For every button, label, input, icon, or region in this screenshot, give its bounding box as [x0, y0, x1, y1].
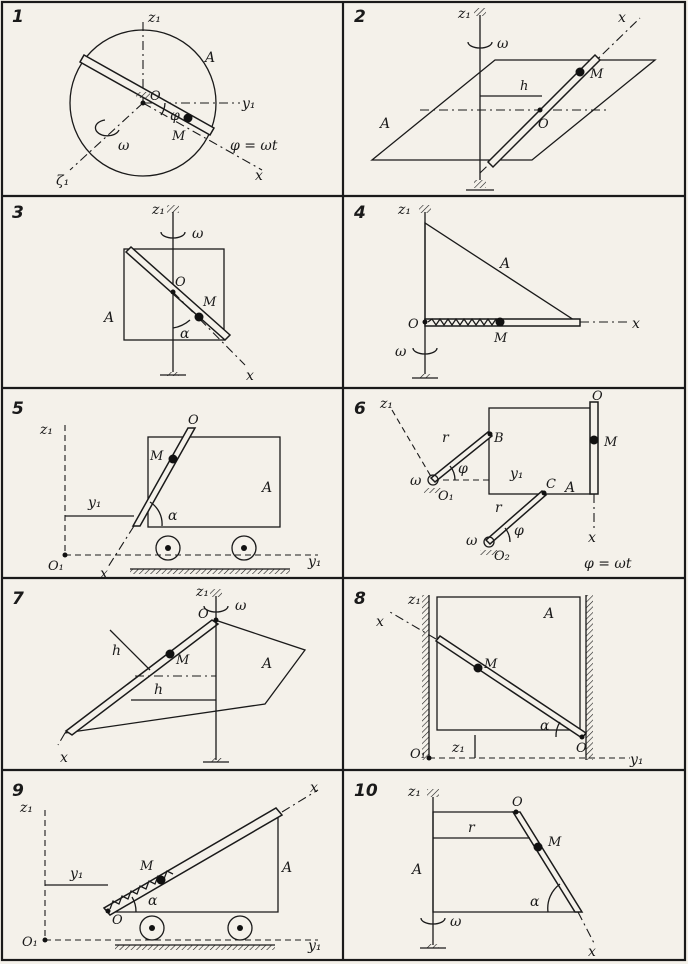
panel-8: [354, 589, 644, 768]
equation: φ = ωt: [584, 556, 632, 572]
label-y1: y₁: [510, 466, 524, 482]
label-A: A: [412, 862, 423, 878]
label-zeta1: ζ₁: [56, 173, 70, 189]
label-alpha: α: [148, 893, 158, 909]
label-omega: ω: [497, 36, 509, 52]
label-omega: ω: [235, 598, 247, 614]
label-alpha: α: [540, 718, 550, 734]
panel-10: [354, 781, 596, 960]
label-O1: O₁: [438, 489, 454, 504]
panel-number: 6: [354, 399, 366, 419]
label-phi1: φ: [458, 461, 468, 477]
label-alpha: α: [180, 326, 190, 342]
label-z1: z₁: [458, 6, 471, 22]
label-y1: y₁: [308, 554, 322, 570]
label-O: O: [150, 89, 161, 104]
label-x: x: [100, 566, 108, 582]
label-phi: φ: [170, 108, 180, 124]
label-M: M: [176, 653, 190, 668]
panel-7: [12, 584, 305, 766]
label-A: A: [380, 116, 391, 132]
tube: [436, 636, 586, 738]
top-bearing: [210, 589, 222, 597]
panel-9: [12, 780, 322, 954]
panel-grid: [2, 2, 685, 960]
label-M: M: [150, 449, 164, 464]
label-alpha: α: [168, 508, 178, 524]
point-B: [488, 432, 493, 437]
label-phi2: φ: [514, 523, 524, 539]
label-x: x: [588, 944, 596, 960]
label-O1: O₁: [410, 747, 426, 762]
label-x: x: [376, 614, 384, 630]
label-z1: z₁: [380, 396, 393, 412]
label-O: O: [512, 795, 523, 810]
point-M: [534, 843, 543, 852]
label-x: x: [246, 368, 254, 384]
panel-number: 5: [12, 399, 24, 419]
label-y1-dim: y₁: [70, 866, 84, 882]
panel-1: [12, 7, 278, 189]
point-O: [214, 618, 219, 623]
panel-number: 9: [12, 781, 24, 801]
label-O: O: [175, 275, 186, 290]
label-C: C: [546, 477, 556, 492]
point-O: [538, 108, 543, 113]
label-O: O: [408, 317, 419, 332]
panel-5: [12, 399, 322, 582]
plate-A: [65, 620, 305, 733]
label-y1-dim: y₁: [88, 495, 102, 511]
label-h: h: [520, 79, 529, 94]
panel-number: 7: [12, 589, 24, 609]
panel-number: 2: [354, 7, 366, 27]
label-z1: z₁: [398, 202, 411, 218]
plate-A: [489, 408, 592, 494]
label-O1: O₁: [22, 935, 38, 950]
label-O: O: [538, 117, 549, 132]
panel-2: [354, 6, 655, 190]
label-A: A: [544, 606, 555, 622]
point-O: [514, 810, 519, 815]
tube: [133, 428, 195, 526]
x-axis: [578, 912, 595, 945]
top-bearing: [167, 205, 179, 213]
label-r: r: [468, 820, 475, 836]
point-O: [580, 735, 585, 740]
label-omega: ω: [192, 226, 204, 242]
panel-3: [12, 202, 254, 384]
label-M: M: [494, 331, 508, 346]
rotation-arrow: [95, 120, 119, 136]
plate-A: [437, 597, 580, 730]
label-omega: ω: [118, 138, 130, 154]
label-y1: y₁: [242, 96, 256, 112]
bottom-bearing: [474, 180, 486, 188]
panel-4: [353, 202, 640, 378]
label-A: A: [205, 50, 216, 66]
label-z1-dim: z₁: [452, 740, 465, 756]
label-M: M: [604, 435, 618, 450]
point-M: [195, 313, 204, 322]
point-M: [496, 318, 505, 327]
label-alpha: α: [530, 894, 540, 910]
label-omega2: ω: [466, 533, 478, 549]
label-z1: z₁: [148, 10, 161, 26]
point-O1: [427, 756, 432, 761]
label-y1: y₁: [630, 752, 644, 768]
zeta1-axis: [70, 103, 143, 170]
label-r1: r: [442, 430, 449, 446]
label-y1: y₁: [308, 938, 322, 954]
label-O: O: [576, 741, 587, 756]
label-z1: z₁: [40, 422, 53, 438]
label-M: M: [590, 67, 604, 82]
x-axis: [143, 103, 262, 170]
tube: [104, 808, 282, 915]
tube: [126, 247, 230, 340]
panel-6: [354, 389, 632, 572]
label-A: A: [282, 860, 293, 876]
label-A: A: [262, 656, 273, 672]
label-M: M: [140, 859, 154, 874]
label-O: O: [188, 413, 199, 428]
panel-number: 1: [12, 7, 24, 27]
label-O: O: [112, 913, 123, 928]
top-bearing: [474, 8, 486, 16]
label-omega1: ω: [410, 473, 422, 489]
label-M: M: [203, 295, 217, 310]
top-bearing: [419, 205, 431, 213]
point-M: [157, 876, 166, 885]
point-O1: [43, 938, 48, 943]
label-A: A: [565, 480, 576, 496]
label-z1: z₁: [408, 592, 421, 608]
label-O2: O₂: [494, 549, 510, 564]
point-M: [576, 68, 585, 77]
label-z1: z₁: [20, 800, 33, 816]
tube: [513, 812, 582, 912]
label-M: M: [484, 657, 498, 672]
label-M: M: [548, 835, 562, 850]
panel-number: 10: [354, 781, 378, 801]
label-x: x: [632, 316, 640, 332]
panel-number: 3: [12, 203, 24, 223]
label-O: O: [198, 607, 209, 622]
label-A: A: [104, 310, 115, 326]
label-h1: h: [112, 643, 122, 659]
label-B: B: [494, 431, 504, 446]
top-bearing: [427, 789, 439, 797]
point-O: [106, 909, 111, 914]
label-O: O: [592, 389, 603, 404]
label-x: x: [60, 750, 68, 766]
point-M: [590, 436, 599, 445]
point-O1: [63, 553, 68, 558]
label-O1: O₁: [48, 559, 64, 574]
point-M: [166, 650, 175, 659]
hinge-support: [136, 92, 150, 98]
label-M: M: [172, 129, 186, 144]
point-M: [184, 114, 193, 123]
label-h2: h: [154, 682, 164, 698]
x-axis: [58, 733, 65, 745]
x-axis: [108, 526, 134, 567]
point-O: [423, 320, 428, 325]
panel-number: 4: [354, 203, 366, 223]
equation: φ = ωt: [230, 138, 278, 154]
label-z1: z₁: [196, 584, 209, 600]
label-A: A: [262, 480, 273, 496]
plate-A: [433, 812, 578, 912]
label-z1: z₁: [152, 202, 165, 218]
label-z1: z₁: [408, 784, 421, 800]
point-O: [141, 101, 146, 106]
point-M: [169, 455, 178, 464]
label-r2: r: [495, 500, 502, 516]
tube: [66, 620, 218, 735]
tube: [590, 402, 598, 494]
point-O: [171, 290, 176, 295]
label-x: x: [618, 10, 626, 26]
panel-number: 8: [354, 589, 366, 609]
plate-A: [425, 223, 577, 322]
label-omega: ω: [395, 344, 407, 360]
label-omega: ω: [450, 914, 462, 930]
label-x: x: [588, 530, 596, 546]
alpha-arc: [548, 884, 560, 912]
label-x: x: [255, 168, 263, 184]
label-x: x: [310, 780, 318, 796]
point-M: [474, 664, 483, 673]
z1-axis: [392, 410, 433, 480]
label-A: A: [500, 256, 511, 272]
